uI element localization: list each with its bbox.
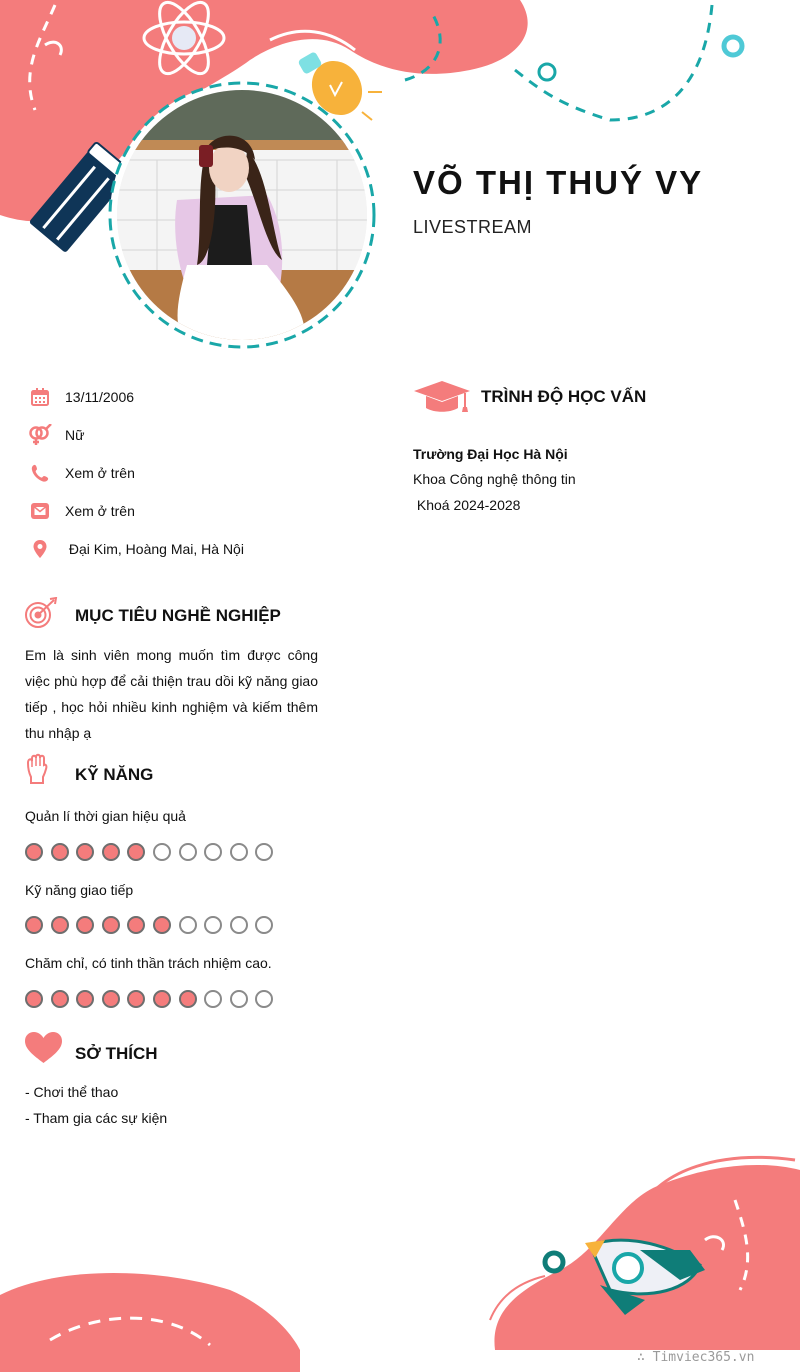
rating-dot-empty (230, 843, 248, 861)
education-school: Trường Đại Học Hà Nội (413, 446, 568, 462)
rating-dot-filled (127, 990, 145, 1008)
contact-address (28, 537, 244, 561)
education-faculty: Khoa Công nghệ thông tin (413, 471, 576, 487)
skills-title: KỸ NĂNG (75, 765, 154, 784)
watermark: ∴ Timviec365.vn (637, 1350, 755, 1365)
rating-dot-filled (127, 916, 145, 934)
rating-dot-filled (127, 843, 145, 861)
phone-icon (28, 461, 52, 485)
profile-photo (117, 90, 367, 340)
rating-dot-filled (25, 916, 43, 934)
rating-dot-filled (153, 916, 171, 934)
gender-value: Nữ (65, 427, 85, 443)
skill-rating (25, 916, 273, 934)
rating-dot-filled (102, 990, 120, 1008)
fist-icon (25, 753, 49, 790)
heart-icon (25, 1032, 62, 1069)
birthdate-value: 13/11/2006 (65, 389, 135, 405)
rating-dot-empty (255, 916, 273, 934)
skill-name: Quản lí thời gian hiệu quả (25, 808, 186, 824)
education-period: Khoá 2024-2028 (413, 497, 521, 513)
objective-text: Em là sinh viên mong muốn tìm được công việc phù hợp để cải thiện trau dồi kỹ năng giao tiếp , học hỏi nhiều kinh nghiệm và kiếm thêm thu nhập ạ (25, 647, 318, 741)
hobbies-title: SỞ THÍCH (75, 1044, 158, 1063)
contact-email (28, 499, 135, 523)
rating-dot-filled (51, 990, 69, 1008)
rating-dot-filled (179, 990, 197, 1008)
email-icon (28, 499, 52, 523)
rating-dot-filled (102, 916, 120, 934)
skill-name: Chăm chỉ, có tinh thần trách nhiệm cao. (25, 955, 272, 971)
rating-dot-filled (25, 990, 43, 1008)
skill-name: Kỹ năng giao tiếp (25, 882, 134, 898)
education-title: TRÌNH ĐỘ HỌC VẤN (481, 387, 647, 406)
rating-dot-empty (255, 990, 273, 1008)
target-icon (24, 597, 58, 634)
rating-dot-filled (25, 843, 43, 861)
rating-dot-empty (153, 843, 171, 861)
rating-dot-filled (51, 916, 69, 934)
objective-title: MỤC TIÊU NGHỀ NGHIỆP (75, 606, 281, 625)
rating-dot-filled (102, 843, 120, 861)
calendar-icon (28, 385, 52, 409)
rating-dot-empty (230, 990, 248, 1008)
gender-icon (28, 423, 52, 447)
rating-dot-filled (153, 990, 171, 1008)
rating-dot-empty (204, 916, 222, 934)
candidate-name: VÕ THỊ THUÝ VY (413, 164, 704, 201)
candidate-role: LIVESTREAM (413, 217, 533, 237)
address-value: Đại Kim, Hoàng Mai, Hà Nội (65, 541, 244, 557)
rating-dot-empty (204, 843, 222, 861)
hobby-item: - Tham gia các sự kiện (25, 1110, 168, 1126)
watermark-text: Timviec365.vn (652, 1350, 755, 1365)
rating-dot-filled (76, 843, 94, 861)
graduation-cap-icon (414, 381, 470, 420)
skill-rating (25, 843, 273, 861)
contact-phone (28, 461, 135, 485)
location-pin-icon (28, 537, 52, 561)
avatar (117, 90, 367, 340)
rating-dot-empty (230, 916, 248, 934)
rating-dot-empty (255, 843, 273, 861)
rating-dot-empty (179, 916, 197, 934)
rating-dot-empty (179, 843, 197, 861)
contact-gender (28, 423, 84, 447)
email-value: Xem ở trên (65, 503, 135, 519)
contact-birthdate (28, 385, 134, 409)
phone-value: Xem ở trên (65, 465, 135, 481)
rating-dot-filled (76, 916, 94, 934)
rating-dot-empty (204, 990, 222, 1008)
rating-dot-filled (51, 843, 69, 861)
hobby-item: - Chơi thể thao (25, 1084, 119, 1100)
rating-dot-filled (76, 990, 94, 1008)
skill-rating (25, 990, 273, 1008)
